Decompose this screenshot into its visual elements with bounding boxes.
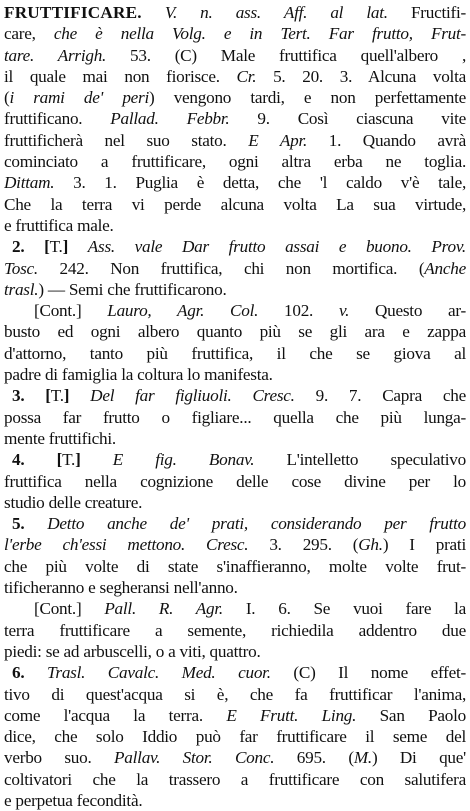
text-segment: cominciato a fruttificare, ogni altra erba ne toglia. (4, 152, 466, 172)
text-segment: [Cont.] (34, 301, 108, 321)
entry-line (4, 385, 466, 406)
text-segment: fruttifica nella cognizione delle cose divine per lo (4, 471, 466, 491)
text-segment: il quale mai non fiorisce. (4, 66, 237, 86)
italic-text: E Apr. (248, 130, 308, 150)
entry-line (4, 108, 466, 129)
italic-text: E Frutt. Ling. (226, 705, 357, 725)
entry-line (4, 407, 466, 428)
entry-line (4, 343, 466, 364)
text-segment: d'attorno, tanto più fruttifica, il che se giova al (4, 343, 466, 363)
italic-text: Del far figliuoli. Cresc. (90, 386, 295, 406)
text-segment: 53. (C) Male fruttifica quell'albero , (106, 45, 466, 65)
italic-text: M. (353, 748, 372, 768)
entry-line (4, 577, 466, 598)
entry-line (4, 236, 466, 257)
entry-line (4, 747, 466, 768)
text-segment: terra fruttificare a semente, richiedila addentro due (4, 620, 466, 640)
text-segment: I. 6. Se vuoi fare la (222, 599, 466, 619)
headword: FRUTTIFICARE. (4, 3, 142, 22)
text-segment: studio delle creature. (4, 492, 143, 512)
italic-text: tare. Arrigh. (4, 45, 107, 65)
entry-line (4, 790, 466, 811)
text-segment: ] (75, 450, 113, 470)
text-segment: ) I prati (382, 535, 466, 555)
entry-line (4, 726, 466, 747)
italic-text: Pallad. Febbr. (110, 109, 230, 129)
text-segment: dice, che solo Iddio può far fruttificare il seme del (4, 727, 466, 747)
text-segment: 5. 20. 3. Alcuna volta (256, 66, 466, 86)
text-segment: 695. ( (274, 748, 354, 768)
entry-line (4, 45, 466, 66)
italic-text: V. n. ass. Aff. al lat. (164, 3, 388, 22)
text-segment: care, (4, 24, 54, 44)
dictionary-entry (4, 2, 466, 811)
text-segment: Che la terra vi perde alcuna volta La sua virtude, (4, 194, 466, 214)
entry-line (4, 364, 466, 385)
text-segment: L'intelletto speculativo (254, 450, 466, 470)
text-segment: ) Di que' (371, 748, 466, 768)
entry-line (4, 172, 466, 193)
text-segment: che più volte di state s'inaffieranno, molte volte frut- (4, 556, 466, 576)
entry-line (4, 279, 466, 300)
entry-line (4, 556, 466, 577)
entry-line (4, 215, 466, 236)
text-segment: 6. (12, 663, 48, 683)
entry-line (4, 449, 466, 470)
text-segment: possa far frutto o figliare... quella che più lunga- (4, 407, 466, 427)
text-segment: tivo di quest'acqua si è, che fa fruttificar l'anima, (4, 684, 466, 704)
entry-line (4, 428, 466, 449)
text-segment: busto ed ogni albero quanto più se gli ara e zappa (4, 322, 466, 342)
entry-line (4, 684, 466, 705)
text-segment: 1. Quando avrà (307, 130, 466, 150)
italic-text: v. (338, 301, 350, 321)
text-segment: ] (63, 386, 91, 406)
text-segment: padre di famiglia la coltura lo manifesta. (4, 365, 273, 385)
text-segment: 102. (258, 301, 339, 321)
text-segment: come l'acqua la terra. (4, 705, 227, 725)
entry-line (4, 194, 466, 215)
entry-line (4, 534, 466, 555)
text-segment: Fructifi- (387, 3, 466, 22)
italic-text: Lauro, Agr. Col. (107, 301, 259, 321)
italic-text: Pallav. Stor. Conc. (114, 748, 275, 768)
text-segment: 3. 295. ( (248, 535, 359, 555)
italic-text: Cr. (236, 66, 257, 86)
text-segment: Questo ar- (349, 301, 466, 321)
text-segment: ) — Semi che fruttificarono. (38, 279, 227, 299)
text-segment: e fruttifica male. (4, 215, 114, 235)
text-segment: T. (62, 450, 76, 470)
text-segment: T. (49, 237, 63, 257)
entry-line (4, 705, 466, 726)
text-segment: mente fruttifichi. (4, 428, 116, 448)
italic-text: Anche (424, 258, 466, 278)
text-segment (142, 3, 165, 22)
italic-text: i rami de' peri (9, 88, 149, 108)
text-segment: 3. [ (12, 386, 51, 406)
entry-line (4, 151, 466, 172)
italic-text: Pall. R. Agr. (104, 599, 223, 619)
italic-text: Ass. vale Dar frutto assai e buono. Prov. (87, 237, 466, 257)
entry-line (4, 130, 466, 151)
entry-line (4, 471, 466, 492)
entry-line (4, 492, 466, 513)
italic-text: l'erbe ch'essi mettono. Cresc. (4, 535, 249, 555)
italic-text: che è nella Volg. e in Tert. Far frutto, Frut- (53, 24, 466, 44)
entry-line (4, 87, 466, 108)
italic-text: trasl. (4, 279, 39, 299)
text-segment: 3. 1. Puglia è detta, che 'l caldo v'è tale, (54, 173, 466, 193)
entry-line (4, 2, 466, 23)
text-segment: 4. [ (12, 450, 63, 470)
text-segment: (C) Il nome effet- (270, 663, 466, 683)
text-segment: 2. [ (12, 237, 50, 257)
entry-line (4, 598, 466, 619)
text-segment: 9. Così ciascuna vite (229, 109, 466, 129)
entry-line (4, 769, 466, 790)
text-segment: piedi: se ad arbuscelli, o a viti, quattro. (4, 641, 261, 661)
text-segment: fruttificherà nel suo stato. (4, 130, 249, 150)
text-segment: tificheranno e segheransi nell'anno. (4, 578, 238, 598)
italic-text: Tosc. (4, 258, 38, 278)
text-segment: ) vengono tardi, e non perfettamente (149, 88, 466, 108)
text-segment: 5. (12, 514, 48, 534)
text-segment: fruttificano. (4, 109, 111, 129)
text-segment: ] (62, 237, 88, 257)
entry-line (4, 662, 466, 683)
entry-line (4, 300, 466, 321)
entry-line (4, 321, 466, 342)
text-segment: coltivatori che la trassero a fruttificare con salutifera (4, 769, 466, 789)
entry-line (4, 641, 466, 662)
italic-text: Dittam. (4, 173, 55, 193)
italic-text: Detto anche de' prati, considerando per frutto (47, 514, 466, 534)
text-segment: verbo suo. (4, 748, 115, 768)
text-segment: 9. 7. Capra che (294, 386, 466, 406)
entry-line (4, 66, 466, 87)
text-segment: e perpetua fecondità. (4, 790, 143, 810)
entry-line (4, 258, 466, 279)
text-segment: [Cont.] (34, 599, 105, 619)
italic-text: Trasl. Cavalc. Med. cuor. (47, 663, 271, 683)
entry-line (4, 513, 466, 534)
text-segment: 242. Non fruttifica, chi non mortifica. ( (37, 258, 425, 278)
italic-text: E fig. Bonav. (112, 450, 255, 470)
entry-line (4, 620, 466, 641)
text-segment: ( (4, 88, 10, 108)
text-segment: T. (50, 386, 64, 406)
italic-text: Gh. (358, 535, 383, 555)
text-segment: San Paolo (356, 705, 466, 725)
entry-line (4, 23, 466, 44)
